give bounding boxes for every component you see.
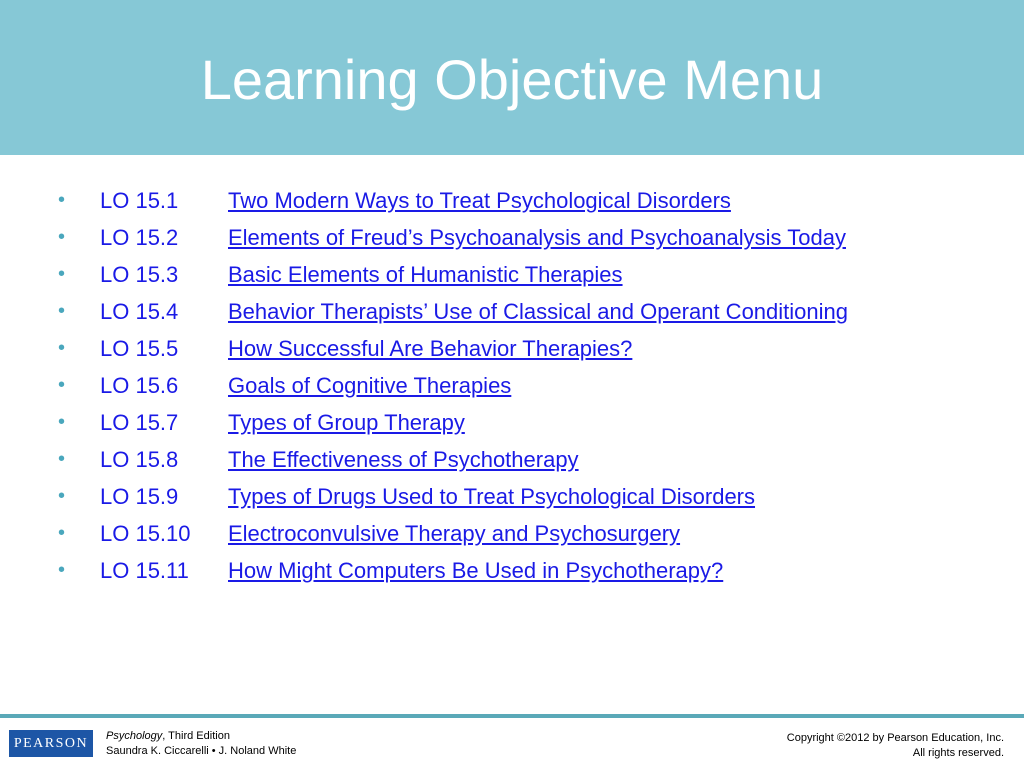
lo-title: Types of Group Therapy [228, 410, 465, 435]
book-title-line [106, 729, 296, 744]
copyright-notice [787, 731, 1004, 761]
lo-title: Behavior Therapists’ Use of Classical and Operant Conditioning [228, 299, 848, 324]
lo-title: Two Modern Ways to Treat Psychological Disorders [228, 188, 731, 213]
lo-code: LO 15.4 [100, 299, 179, 324]
bullet-icon: • [58, 559, 66, 581]
lo-code: LO 15.8 [100, 447, 179, 472]
lo-code: LO 15.11 [100, 558, 189, 583]
lo-title: Basic Elements of Humanistic Therapies [228, 262, 623, 287]
lo-code: LO 15.7 [100, 410, 179, 435]
lo-link-15-2[interactable] [100, 219, 846, 256]
lo-code: LO 15.9 [100, 484, 179, 509]
copyright-line-2: All rights reserved. [912, 747, 1004, 759]
lo-link-15-8[interactable] [100, 441, 579, 478]
lo-link-15-4[interactable] [100, 293, 848, 330]
footer [0, 718, 1024, 768]
pearson-logo: PEARSON [9, 730, 93, 757]
book-title: Psychology [106, 730, 163, 742]
lo-title: Electroconvulsive Therapy and Psychosurgery [228, 521, 681, 546]
book-authors: Saundra K. Ciccarelli • J. Noland White [106, 745, 297, 757]
lo-code: LO 15.3 [100, 262, 179, 287]
book-edition: , Third Edition [162, 730, 230, 742]
bullet-icon: • [58, 226, 66, 248]
bullet-icon: • [58, 300, 66, 322]
lo-title: How Successful Are Behavior Therapies? [228, 336, 633, 361]
bullet-icon: • [58, 189, 66, 211]
lo-link-15-11[interactable] [100, 552, 723, 589]
bullet-icon: • [58, 522, 66, 544]
lo-link-15-10[interactable] [100, 515, 680, 552]
lo-title: The Effectiveness of Psychotherapy [228, 447, 579, 472]
page-title: Learning Objective Menu [200, 48, 824, 111]
bullet-icon: • [58, 263, 66, 285]
lo-code: LO 15.10 [100, 521, 191, 546]
lo-link-15-6[interactable] [100, 367, 511, 404]
lo-code: LO 15.5 [100, 336, 179, 361]
bullet-icon: • [58, 337, 66, 359]
lo-code: LO 15.1 [100, 188, 179, 213]
lo-link-15-7[interactable] [100, 404, 465, 441]
lo-link-15-5[interactable] [100, 330, 632, 367]
lo-title: Elements of Freud’s Psychoanalysis and Psychoanalysis Today [228, 225, 846, 250]
lo-title: Goals of Cognitive Therapies [228, 373, 512, 398]
copyright-line-1: Copyright ©2012 by Pearson Education, Inc. [786, 732, 1004, 744]
bullet-icon: • [58, 374, 66, 396]
lo-link-15-9[interactable] [100, 478, 755, 515]
lo-title: Types of Drugs Used to Treat Psychological Disorders [228, 484, 756, 509]
lo-code: LO 15.2 [100, 225, 179, 250]
bullet-icon: • [58, 485, 66, 507]
lo-code: LO 15.6 [100, 373, 179, 398]
lo-link-15-3[interactable] [100, 256, 623, 293]
lo-link-15-1[interactable] [100, 182, 731, 219]
book-info [106, 729, 296, 759]
bullet-icon: • [58, 411, 66, 433]
lo-title: How Might Computers Be Used in Psychotherapy? [228, 558, 724, 583]
title-banner [0, 0, 1024, 155]
bullet-icon: • [58, 448, 66, 470]
